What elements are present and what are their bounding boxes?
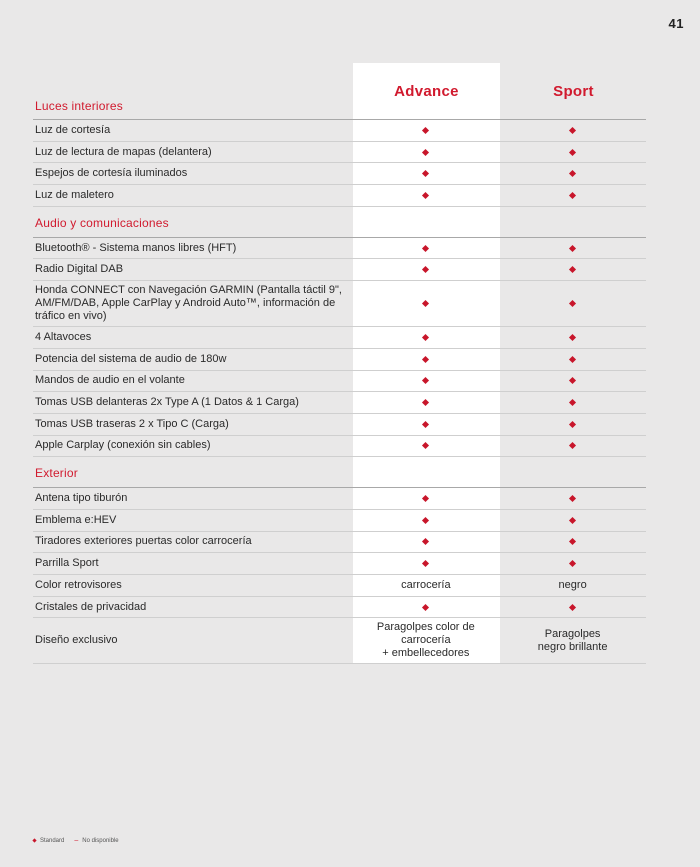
cell-sport xyxy=(499,371,646,390)
section-title: Exterior xyxy=(35,466,78,481)
cell-advance xyxy=(352,186,499,205)
spec-table xyxy=(33,63,646,664)
feature-label: Bluetooth® - Sistema manos libres (HFT) xyxy=(35,241,237,254)
cell-advance xyxy=(352,260,499,279)
feature-label: Diseño exclusivo xyxy=(35,634,118,647)
standard-diamond-icon xyxy=(569,377,576,384)
cell-advance xyxy=(352,143,499,162)
table-row xyxy=(33,532,646,554)
standard-diamond-icon xyxy=(569,170,576,177)
legend-not-available: No disponible xyxy=(82,837,119,844)
feature-label: Apple Carplay (conexión sin cables) xyxy=(35,439,211,452)
standard-diamond-icon xyxy=(422,356,429,363)
standard-diamond-icon xyxy=(569,495,576,502)
cell-advance xyxy=(352,328,499,347)
standard-diamond-icon xyxy=(422,517,429,524)
cell-advance: carrocería xyxy=(401,578,451,591)
cell-sport xyxy=(499,393,646,412)
column-header-advance: Advance xyxy=(394,83,459,100)
standard-diamond-icon xyxy=(422,245,429,252)
feature-label: Color retrovisores xyxy=(35,578,122,591)
cell-sport xyxy=(499,143,646,162)
legend-not-available-symbol: – xyxy=(74,837,79,844)
cell-advance xyxy=(352,393,499,412)
column-header-sport: Sport xyxy=(553,83,594,100)
cell-sport xyxy=(499,121,646,140)
feature-label: Luz de cortesía xyxy=(35,123,111,136)
cell-sport xyxy=(499,554,646,573)
cell-advance xyxy=(352,371,499,390)
section-header xyxy=(33,457,646,488)
feature-label: Tomas USB delanteras 2x Type A (1 Datos & 1 Carga) xyxy=(35,396,299,409)
section-title: Audio y comunicaciones xyxy=(35,215,169,230)
feature-label: Cristales de privacidad xyxy=(35,600,147,613)
feature-label: Antena tipo tiburón xyxy=(35,492,128,505)
standard-diamond-icon xyxy=(422,603,429,610)
table-row xyxy=(33,414,646,436)
cell-advance xyxy=(352,554,499,573)
feature-label: Potencia del sistema de audio de 180w xyxy=(35,352,227,365)
standard-diamond-icon xyxy=(569,442,576,449)
cell-advance xyxy=(352,436,499,455)
cell-sport xyxy=(499,489,646,508)
feature-label: Parrilla Sport xyxy=(35,557,99,570)
standard-diamond-icon xyxy=(422,421,429,428)
section-header xyxy=(33,207,646,238)
table-row xyxy=(33,371,646,393)
standard-diamond-icon xyxy=(569,538,576,545)
standard-diamond-icon xyxy=(422,192,429,199)
cell-sport xyxy=(499,164,646,183)
feature-label: Tomas USB traseras 2 x Tipo C (Carga) xyxy=(35,417,229,430)
table-row xyxy=(33,510,646,532)
cell-advance xyxy=(352,239,499,258)
standard-diamond-icon xyxy=(422,266,429,273)
cell-sport xyxy=(499,511,646,530)
standard-diamond-icon xyxy=(569,399,576,406)
table-row xyxy=(33,349,646,371)
legend xyxy=(33,837,119,844)
feature-label: 4 Altavoces xyxy=(35,330,92,343)
cell-sport xyxy=(499,186,646,205)
cell-advance xyxy=(352,121,499,140)
standard-diamond-icon xyxy=(569,356,576,363)
section-header xyxy=(33,63,646,120)
cell-sport xyxy=(499,436,646,455)
standard-diamond-icon xyxy=(569,517,576,524)
cell-sport xyxy=(499,415,646,434)
section-title: Luces interiores xyxy=(35,99,123,113)
standard-diamond-icon xyxy=(32,838,36,842)
cell-advance xyxy=(352,511,499,530)
cell-sport xyxy=(499,598,646,617)
standard-diamond-icon xyxy=(569,127,576,134)
table-row xyxy=(33,142,646,164)
standard-diamond-icon xyxy=(422,560,429,567)
standard-diamond-icon xyxy=(422,300,429,307)
table-row xyxy=(33,120,646,142)
feature-label: Honda CONNECT con Navegación GARMIN (Pantalla táctil 9", AM/FM/DAB, Apple CarPlay y Android Auto™, información de tráfico en vivo) xyxy=(35,284,342,323)
cell-advance xyxy=(352,598,499,617)
cell-advance xyxy=(352,415,499,434)
cell-sport: Paragolpes negro brillante xyxy=(537,627,608,653)
feature-label: Radio Digital DAB xyxy=(35,263,124,276)
standard-diamond-icon xyxy=(569,421,576,428)
standard-diamond-icon xyxy=(422,442,429,449)
standard-diamond-icon xyxy=(422,170,429,177)
standard-diamond-icon xyxy=(422,334,429,341)
standard-diamond-icon xyxy=(422,399,429,406)
standard-diamond-icon xyxy=(422,127,429,134)
cell-advance xyxy=(352,350,499,369)
table-row xyxy=(33,488,646,510)
table-row xyxy=(33,436,646,458)
feature-label: Luz de lectura de mapas (delantera) xyxy=(35,145,212,158)
table-row xyxy=(33,163,646,185)
standard-diamond-icon xyxy=(569,560,576,567)
cell-sport xyxy=(499,294,646,313)
standard-diamond-icon xyxy=(422,148,429,155)
table-row xyxy=(33,259,646,281)
table-row xyxy=(33,281,646,327)
standard-diamond-icon xyxy=(569,245,576,252)
standard-diamond-icon xyxy=(422,377,429,384)
standard-diamond-icon xyxy=(422,538,429,545)
standard-diamond-icon xyxy=(569,192,576,199)
cell-sport: negro xyxy=(558,578,587,591)
table-row xyxy=(33,327,646,349)
standard-diamond-icon xyxy=(569,603,576,610)
standard-diamond-icon xyxy=(569,334,576,341)
table-row xyxy=(33,597,646,619)
cell-sport xyxy=(499,350,646,369)
feature-label: Luz de maletero xyxy=(35,188,114,201)
standard-diamond-icon xyxy=(569,300,576,307)
cell-advance xyxy=(352,532,499,551)
cell-sport xyxy=(499,239,646,258)
table-row xyxy=(33,618,646,664)
cell-advance xyxy=(352,489,499,508)
table-row xyxy=(33,238,646,260)
feature-label: Tiradores exteriores puertas color carrocería xyxy=(35,535,252,548)
table-row xyxy=(33,553,646,575)
cell-advance xyxy=(352,294,499,313)
standard-diamond-icon xyxy=(422,495,429,502)
feature-label: Espejos de cortesía iluminados xyxy=(35,167,188,180)
feature-label: Mandos de audio en el volante xyxy=(35,374,185,387)
legend-standard: Standard xyxy=(40,837,65,844)
feature-label: Emblema e:HEV xyxy=(35,513,117,526)
cell-advance xyxy=(352,164,499,183)
standard-diamond-icon xyxy=(569,266,576,273)
table-row xyxy=(33,185,646,207)
table-row xyxy=(33,392,646,414)
cell-sport xyxy=(499,328,646,347)
page-number: 41 xyxy=(668,16,684,31)
cell-sport xyxy=(499,260,646,279)
cell-sport xyxy=(499,532,646,551)
cell-advance: Paragolpes color de carrocería + embellecedores xyxy=(376,621,475,660)
standard-diamond-icon xyxy=(569,148,576,155)
table-row xyxy=(33,575,646,597)
